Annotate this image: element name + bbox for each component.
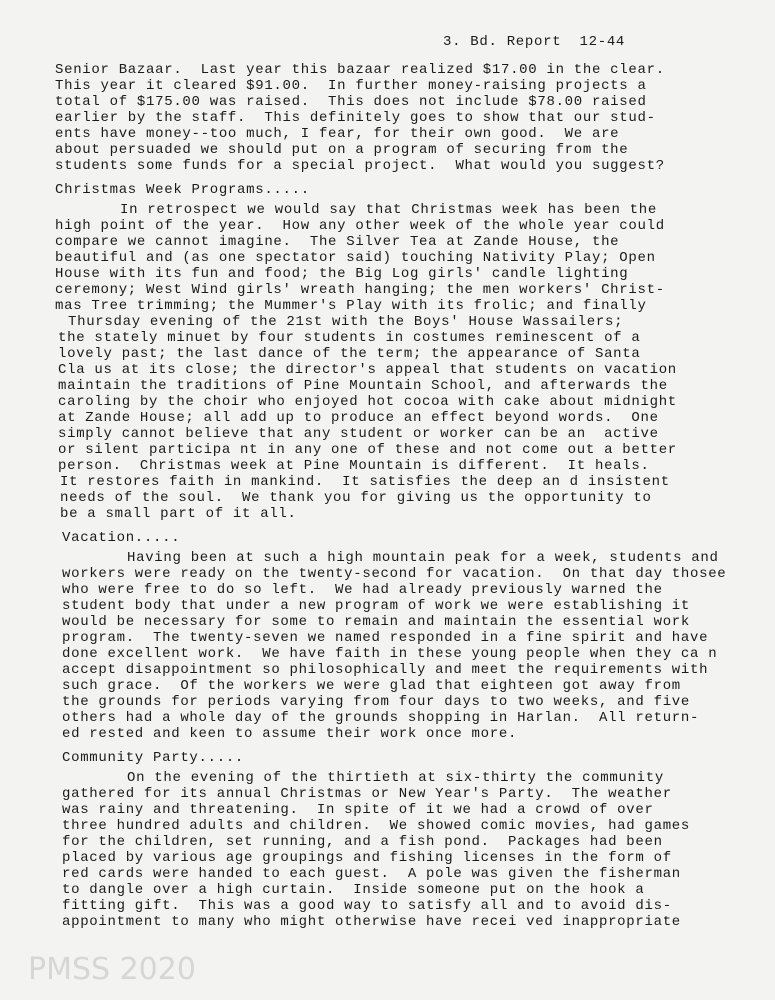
community-party-heading: Community Party..... (62, 750, 245, 766)
community-party-text-line: for the children, set running, and a fish pond. Packages had been (62, 834, 663, 850)
vacation-text-line: such grace. Of the workers we were glad that eighteen got away from (62, 678, 681, 694)
christmas-week-text-line: high point of the year. How any other week of the whole year could (55, 218, 665, 234)
senior-bazaar-text-line: Senior Bazaar. Last year this bazaar realized $17.00 in the clear. (55, 62, 665, 78)
vacation-text-line: student body that under a new program of work we were establishing it (62, 598, 690, 614)
christmas-week-text-line: or silent participa nt in any one of these and not come out a better (58, 442, 677, 458)
christmas-week-text-line: mas Tree trimming; the Mummer's Play with its frolic; and finally (55, 298, 647, 314)
community-party-text-line: was rainy and threatening. In spite of it we had a crowd of over (62, 802, 654, 818)
vacation-text-line: the grounds for periods varying from four days to two weeks, and five (62, 694, 690, 710)
christmas-week-heading: Christmas Week Programs..... (55, 182, 310, 198)
vacation-text-line: program. The twenty-seven we named responded in a fine spirit and have (62, 630, 709, 646)
christmas-week-text-line: beautiful and (as one spectator said) touching Nativity Play; Open (55, 250, 656, 266)
christmas-week-text-line: simply cannot believe that any student or worker can be an active (58, 426, 659, 442)
vacation-text-line: done excellent work. We have faith in these young people when they ca n (62, 646, 718, 662)
community-party-text-line: fitting gift. This was a good way to satisfy all and to avoid dis- (62, 898, 672, 914)
senior-bazaar-text-line: This year it cleared $91.00. In further money-raising projects a (55, 78, 647, 94)
community-party-text-line: three hundred adults and children. We showed comic movies, had games (62, 818, 690, 834)
christmas-week-text-line: compare we cannot imagine. The Silver Tea at Zande House, the (55, 234, 620, 250)
vacation-text-line: would be necessary for some to remain and maintain the essential work (62, 614, 690, 630)
christmas-week-text-line: It restores faith in mankind. It satisfies the deep an d insistent (60, 474, 670, 490)
christmas-week-text-line: maintain the traditions of Pine Mountain School, and afterwards the (58, 378, 668, 394)
community-party-text-line: appointment to many who might otherwise have recei ved inappropriate (62, 914, 681, 930)
vacation-text-line: others had a whole day of the grounds shopping in Harlan. All return- (62, 710, 700, 726)
community-party-text-line: placed by various age groupings and fishing licenses in the form of (62, 850, 672, 866)
christmas-week-text-line: needs of the soul. We thank you for giving us the opportunity to (60, 490, 652, 506)
christmas-week-text-line: Thursday evening of the 21st with the Boys' House Wassailers; (68, 314, 624, 330)
senior-bazaar-text-line: total of $175.00 was raised. This does not include $78.00 raised (55, 94, 647, 110)
page-header: 3. Bd. Report 12-44 (443, 34, 626, 50)
community-party-text-line: to dangle over a high curtain. Inside someone put on the hook a (62, 882, 645, 898)
christmas-week-text-line: lovely past; the last dance of the term; the appearance of Santa (58, 346, 641, 362)
christmas-week-text-line: House with its fun and food; the Big Log girls' candle lighting (55, 266, 629, 282)
senior-bazaar-text-line: earlier by the staff. This definitely goes to show that our stud- (55, 110, 656, 126)
christmas-week-text-line: at Zande House; all add up to produce an effect beyond words. One (58, 410, 659, 426)
vacation-text-line: ed rested and keen to assume their work once more. (62, 726, 518, 742)
vacation-text-line: who were free to do so left. We had already previously warned the (62, 582, 663, 598)
vacation-text-line: workers were ready on the twenty-second for vacation. On that day thosee (62, 566, 727, 582)
community-party-text-line: On the evening of the thirtieth at six-thirty the community (127, 770, 664, 786)
christmas-week-text-line: In retrospect we would say that Christmas week has been the (120, 202, 657, 218)
senior-bazaar-text-line: ents have money--too much, I fear, for their own good. We are (55, 126, 620, 142)
christmas-week-text-line: person. Christmas week at Pine Mountain is different. It heals. (58, 458, 650, 474)
community-party-text-line: gathered for its annual Christmas or New Year's Party. The weather (62, 786, 672, 802)
christmas-week-text-line: the stately minuet by four students in costumes reminescent of a (58, 330, 641, 346)
vacation-text-line: accept disappointment so philosophically and meet the requirements with (62, 662, 709, 678)
vacation-heading: Vacation..... (62, 530, 181, 546)
senior-bazaar-text-line: students some funds for a special project. What would you suggest? (55, 158, 665, 174)
senior-bazaar-text-line: about persuaded we should put on a program of securing from the (55, 142, 629, 158)
christmas-week-text-line: Cla us at its close; the director's appeal that students on vacation (58, 362, 677, 378)
community-party-text-line: red cards were handed to each guest. A pole was given the fisherman (62, 866, 681, 882)
christmas-week-text-line: be a small part of it all. (60, 506, 297, 522)
watermark: PMSS 2020 (28, 952, 196, 987)
christmas-week-text-line: ceremony; West Wind girls' wreath hanging; the men workers' Christ- (55, 282, 665, 298)
vacation-text-line: Having been at such a high mountain peak for a week, students and (127, 550, 719, 566)
christmas-week-text-line: caroling by the choir who enjoyed hot cocoa with cake about midnight (58, 394, 677, 410)
